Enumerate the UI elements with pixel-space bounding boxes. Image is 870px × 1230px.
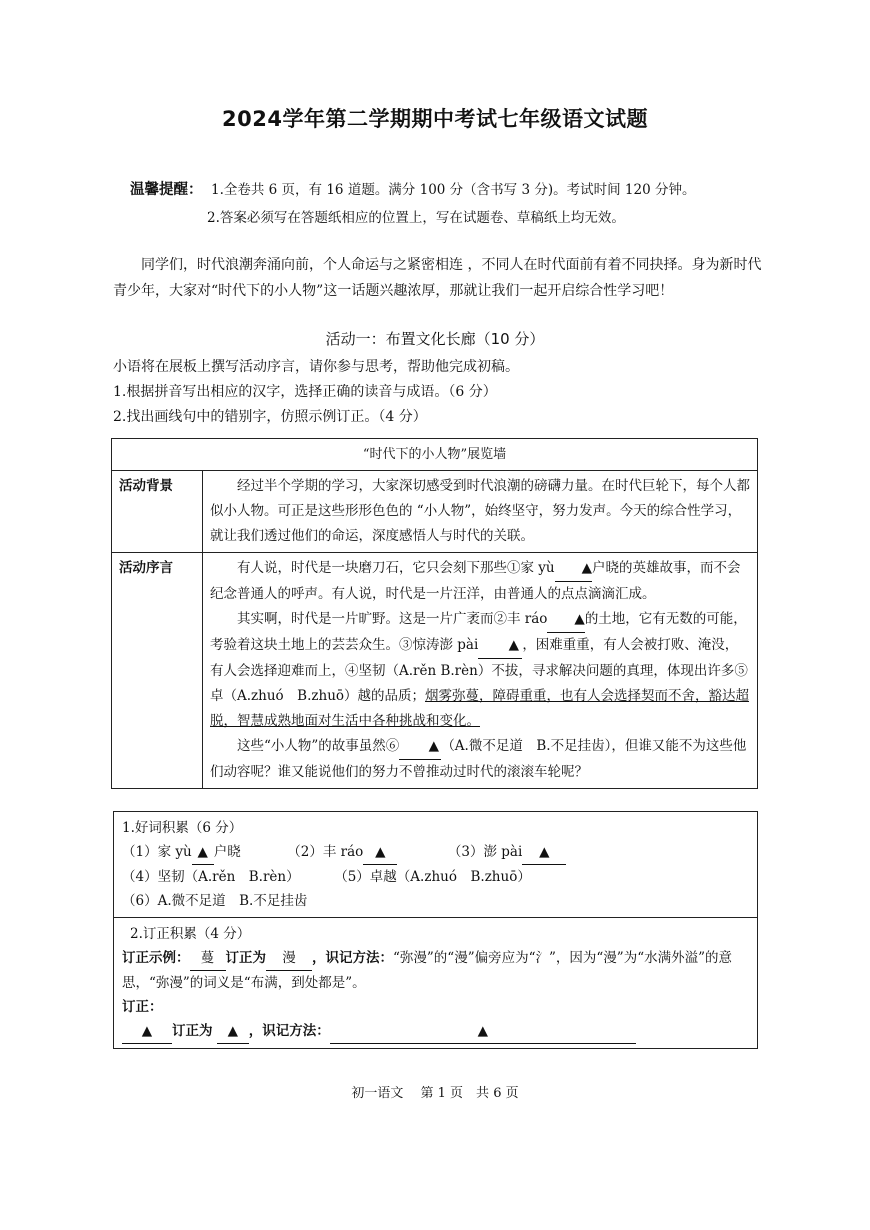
page-title: 2024学年第二学期期中考试七年级语文试题 — [222, 107, 648, 131]
vocab-item-3: （3）澎 pài — [447, 844, 523, 860]
intro-paragraph: 同学们，时代浪潮奔涌向前，个人命运与之紧密相连 ，不同人在时代面前有着不同抉择。身为新时代青少年，大家对“时代下的小人物”这一话题兴趣浓厚，那就让我们一起开启综合性学习吧！ — [113, 257, 762, 299]
page-footer: 初一语文 第 1 页 共 6 页 — [351, 1086, 519, 1101]
vocab-item-1: （1）家 yù — [122, 844, 192, 860]
preface-p3b: （A.微不足道 B.不足挂齿），但谁又能不为这些他们动容呢？谁又能说他们的努力不曾推动过时代的滚滚车轮呢？ — [210, 738, 747, 780]
vocab-blank-1[interactable]: ▲ — [192, 840, 214, 865]
preface-p3a: 这些“小人物”的故事虽然⑥ — [237, 738, 400, 754]
background-label: 活动背景 — [112, 471, 203, 553]
preface-p1: 有人说，时代是一块磨刀石，它只会刻下那些①家 yù — [237, 560, 555, 576]
example-right-char: 漫 — [266, 946, 312, 971]
vocab-item-2: （2）丰 ráo — [287, 844, 364, 860]
preface-text — [203, 553, 758, 789]
preface-p2a: 其实啊，时代是一片旷野。这是一片广袤而②丰 ráo — [237, 611, 548, 627]
correction-method-label: ，识记方法： — [248, 1023, 330, 1039]
answer-blank-2[interactable]: ▲ — [547, 607, 584, 633]
example-method: “弥漫”的“漫”偏旁应为“氵”，因为“漫”为“水满外溢”的意思，“弥漫”的词义是“布满，到处都是”。 — [122, 950, 733, 991]
background-text: 经过半个学期的学习，大家深切感受到时代浪潮的磅礴力量。在时代巨轮下，每个人都似小人物。可正是这些形形色色的 “小人物”，始终坚守，努力发声。今天的综合性学习，就让我们透过他们的命运，深度感悟人与时代的关联。 — [210, 478, 750, 544]
answer-blank-6[interactable]: ▲ — [399, 734, 441, 760]
vocab-item-1b: 户晓 — [213, 844, 241, 860]
example-label: 订正示例： — [122, 950, 190, 966]
correction-section — [114, 918, 758, 1049]
answer-table — [113, 811, 758, 1049]
vocab-section — [114, 812, 758, 918]
correction-method-blank[interactable]: ▲ — [330, 1019, 636, 1044]
correction-wrong-blank[interactable]: ▲ — [122, 1019, 172, 1044]
preface-p2c: ，困难重重，有人会被打败、淹没，有人会选择迎难而上，④坚韧（A.rěn B.rèn）不拔，寻求解决问题的真理，体现出许多⑤卓（A.zhuó B.zhuō）越的品质； — [210, 637, 748, 704]
instruction-line: 小语将在展板上撰写活动序言，请你参与思考，帮助他完成初稿。 — [113, 359, 519, 375]
correction-right-blank[interactable]: ▲ — [217, 1019, 249, 1044]
vocab-blank-3[interactable]: ▲ — [522, 840, 566, 865]
preface-p1b: 户晓的英雄故事，而不会纪念普通人的呼声。有人说，时代是一片汪洋，由普通人的点点滴滴汇成。 — [210, 560, 741, 602]
vocab-item-6: （6）A.微不足道 B.不足挂齿 — [122, 893, 308, 909]
tips-label: 温馨提醒： — [130, 182, 203, 198]
vocab-item-5: （5）卓越（A.zhuó B.zhuō） — [334, 869, 531, 885]
vocab-title: 1.好词积累（6 分） — [122, 820, 243, 836]
correction-mid: 订正为 — [172, 1023, 213, 1039]
instruction-line: 2.找出画线句中的错别字，仿照示例订正。（4 分） — [113, 409, 427, 425]
tips-line-2: 2.答案必须写在答题纸相应的位置上，写在试题卷、草稿纸上均无效。 — [207, 210, 625, 226]
tips-line-1: 1.全卷共 6 页，有 16 道题。满分 100 分（含书写 3 分)。考试时间 120 分钟。 — [211, 182, 696, 198]
instruction-line: 1.根据拼音写出相应的汉字，选择正确的读音与成语。（6 分） — [113, 384, 497, 400]
example-method-label: ，识记方法： — [312, 950, 393, 966]
example-mid: 订正为 — [225, 950, 266, 966]
board-header: “时代下的小人物”展览墙 — [112, 439, 758, 471]
vocab-item-4: （4）坚韧（A.rěn B.rèn） — [122, 869, 300, 885]
vocab-blank-2[interactable]: ▲ — [363, 840, 397, 865]
preface-label: 活动序言 — [112, 553, 203, 789]
example-wrong-char: 蔓 — [190, 946, 226, 971]
underlined-sentence: 烟雾弥蔓，障碍重重，也有人会选择契而不舍，豁达超脱，智慧成熟地面对生活中各种挑战和变化。 — [210, 688, 750, 729]
answer-blank-1[interactable]: ▲ — [555, 556, 592, 582]
activity-title: 活动一：布置文化长廊（10 分） — [325, 330, 545, 348]
correction-label: 订正： — [122, 999, 163, 1015]
answer-blank-3[interactable]: ▲ — [478, 633, 522, 659]
exhibition-board-table — [111, 438, 758, 789]
correction-title: 2.订正积累（4 分） — [130, 926, 251, 942]
preface-p2b: 的土地，它有无数的可能，考验着这块土地上的芸芸众生。③惊涛澎 pài — [210, 611, 747, 653]
